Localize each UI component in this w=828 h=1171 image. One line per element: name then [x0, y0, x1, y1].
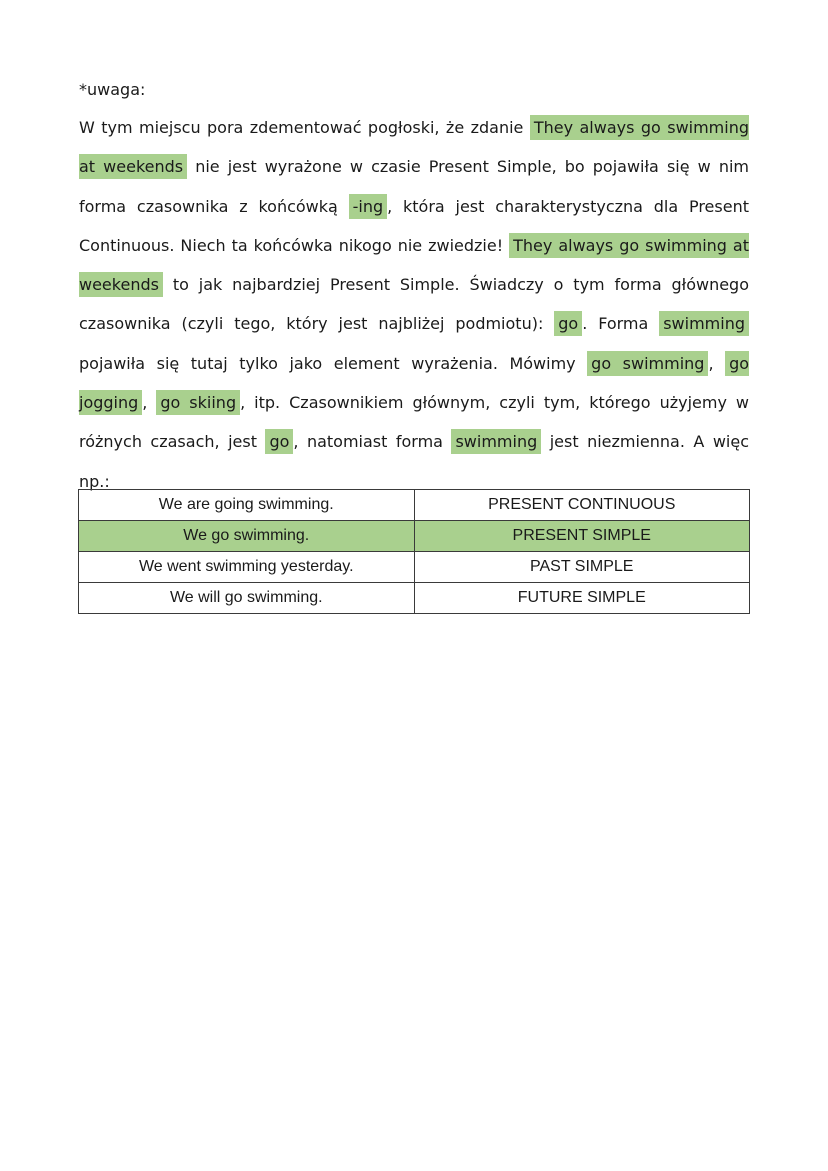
- highlighted-phrase: swimming: [451, 429, 541, 454]
- sentence-cell: We went swimming yesterday.: [79, 552, 415, 583]
- sentence-cell: We will go swimming.: [79, 583, 415, 614]
- table-row: [79, 552, 750, 583]
- explanation-paragraph: [79, 108, 749, 501]
- text-segment: W tym miejscu pora zdementować pogłoski, że zdanie: [79, 118, 530, 137]
- text-segment: . Forma: [582, 314, 660, 334]
- table-row-highlighted: [79, 521, 750, 552]
- highlighted-phrase: -ing: [349, 194, 388, 219]
- document-page: [79, 78, 749, 501]
- tense-cell: PRESENT SIMPLE: [414, 521, 750, 552]
- text-segment: , natomiast forma: [293, 432, 452, 452]
- text-segment: to jak najbardziej Present Simple. Świadczy o tym forma głównego czasownika (czyli tego, który jest najbliżej podmiotu):: [79, 275, 749, 334]
- note-label: *uwaga:: [79, 80, 146, 99]
- text-segment: ,: [142, 393, 157, 413]
- tense-cell: FUTURE SIMPLE: [414, 583, 750, 614]
- text-segment: pojawiła się tutaj tylko jako element wyrażenia. Mówimy: [79, 353, 588, 373]
- highlighted-phrase: go swimming: [587, 351, 708, 376]
- highlighted-phrase: go skiing: [156, 390, 240, 415]
- highlighted-phrase: swimming: [659, 311, 749, 336]
- text-segment: nie jest wyrażone w czasie Present Simple, bo pojawiła się w nim forma czasownika z końcówką: [79, 157, 750, 216]
- highlighted-phrase: They always go swimming at weekends: [79, 115, 749, 179]
- highlighted-phrase: go: [554, 311, 582, 336]
- table-row: [79, 583, 750, 614]
- table-row: [79, 490, 750, 521]
- text-segment: , która jest charakterystyczna dla Present Continuous. Niech ta końcówka nikogo nie zwiedzie!: [79, 196, 749, 255]
- text-segment: jest niezmienna. A więc np.:: [79, 432, 750, 491]
- tense-examples-table: [78, 489, 750, 614]
- highlighted-phrase: go jogging: [79, 351, 749, 415]
- text-segment: ,: [708, 353, 726, 373]
- tense-cell: PRESENT CONTINUOUS: [414, 490, 750, 521]
- text-segment: , itp. Czasownikiem głównym, czyli tym, którego użyjemy w różnych czasach, jest: [79, 393, 750, 452]
- highlighted-phrase: go: [265, 429, 293, 454]
- sentence-cell: We go swimming.: [79, 521, 415, 552]
- sentence-cell: We are going swimming.: [79, 490, 415, 521]
- tense-cell: PAST SIMPLE: [414, 552, 750, 583]
- highlighted-phrase: They always go swimming at weekends: [79, 233, 749, 297]
